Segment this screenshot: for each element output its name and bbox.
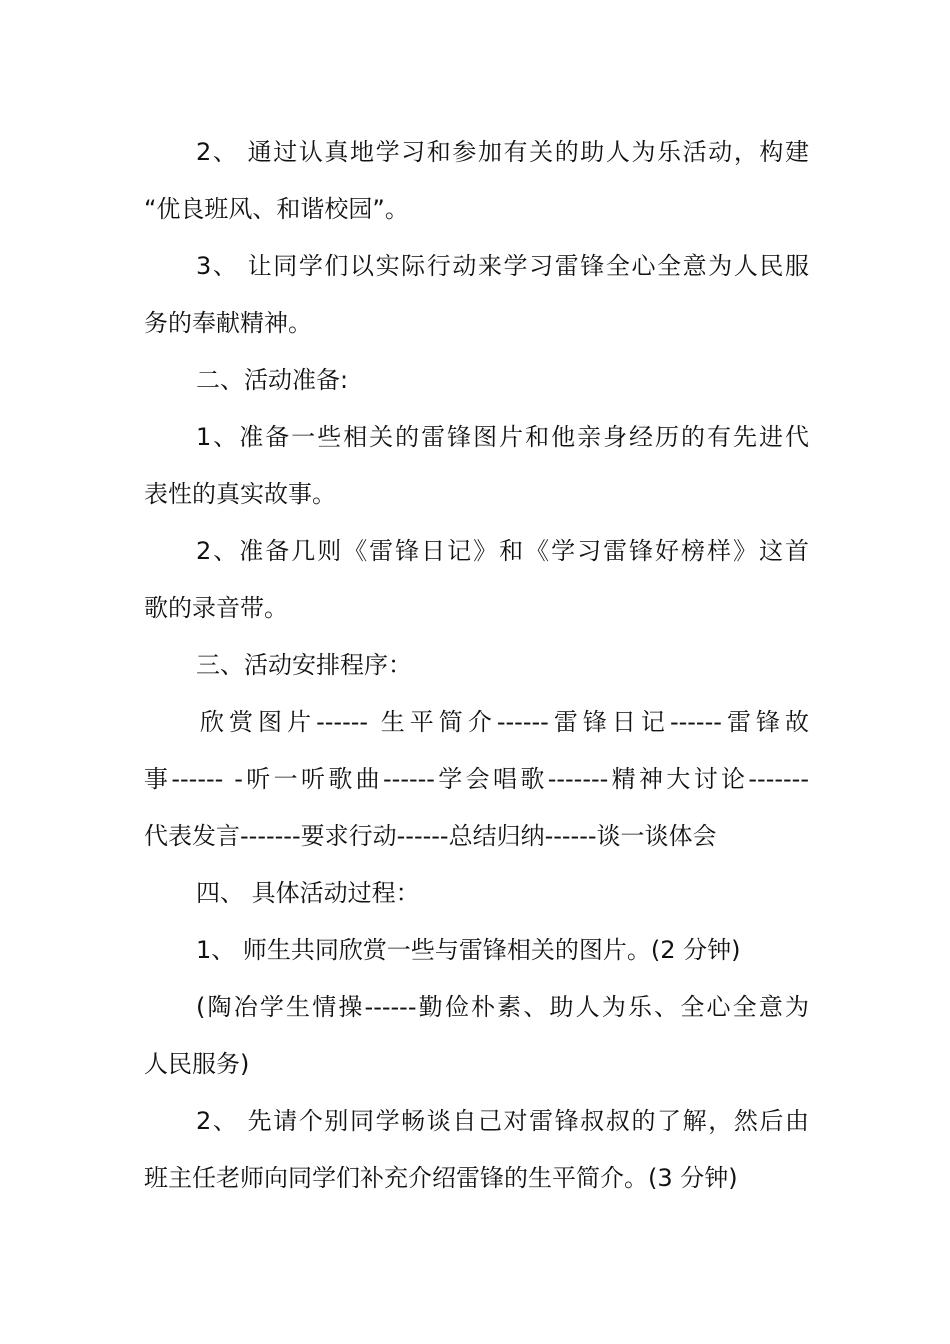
text-line: 人民服务): [144, 1050, 250, 1078]
text-line: 歌的录音带。: [144, 594, 288, 622]
section-heading: 二、活动准备:: [196, 366, 349, 394]
text-line: 3、 让同学们以实际行动来学习雷锋全心全意为人民服: [196, 252, 809, 280]
text-line: 务的奉献精神。: [144, 309, 312, 337]
text-line: “优良班风、和谐校园”。: [144, 195, 409, 223]
text-line: 事------ -听一听歌曲------学会唱歌-------精神大讨论-------: [144, 765, 809, 793]
text-line: 2、 通过认真地学习和参加有关的助人为乐活动，构建: [196, 138, 809, 166]
section-heading: 四、 具体活动过程：: [196, 879, 420, 907]
text-line: 1、准备一些相关的雷锋图片和他亲身经历的有先进代: [196, 423, 809, 451]
text-line: 1、 师生共同欣赏一些与雷锋相关的图片。(2 分钟): [196, 936, 741, 964]
section-heading: 三、活动安排程序：: [196, 651, 412, 679]
text-line: 2、 先请个别同学畅谈自己对雷锋叔叔的了解，然后由: [196, 1107, 809, 1135]
text-line: 表性的真实故事。: [144, 480, 336, 508]
text-line: 代表发言-------要求行动------总结归纳------谈一谈体会: [144, 822, 717, 850]
text-line: 2、准备几则《雷锋日记》和《学习雷锋好榜样》这首: [196, 537, 809, 565]
text-line: 欣赏图片------ 生平简介------雷锋日记------雷锋故: [200, 708, 809, 736]
text-line: (陶冶学生情操------勤俭朴素、助人为乐、全心全意为: [196, 993, 809, 1021]
text-line: 班主任老师向同学们补充介绍雷锋的生平简介。(3 分钟): [144, 1164, 738, 1192]
